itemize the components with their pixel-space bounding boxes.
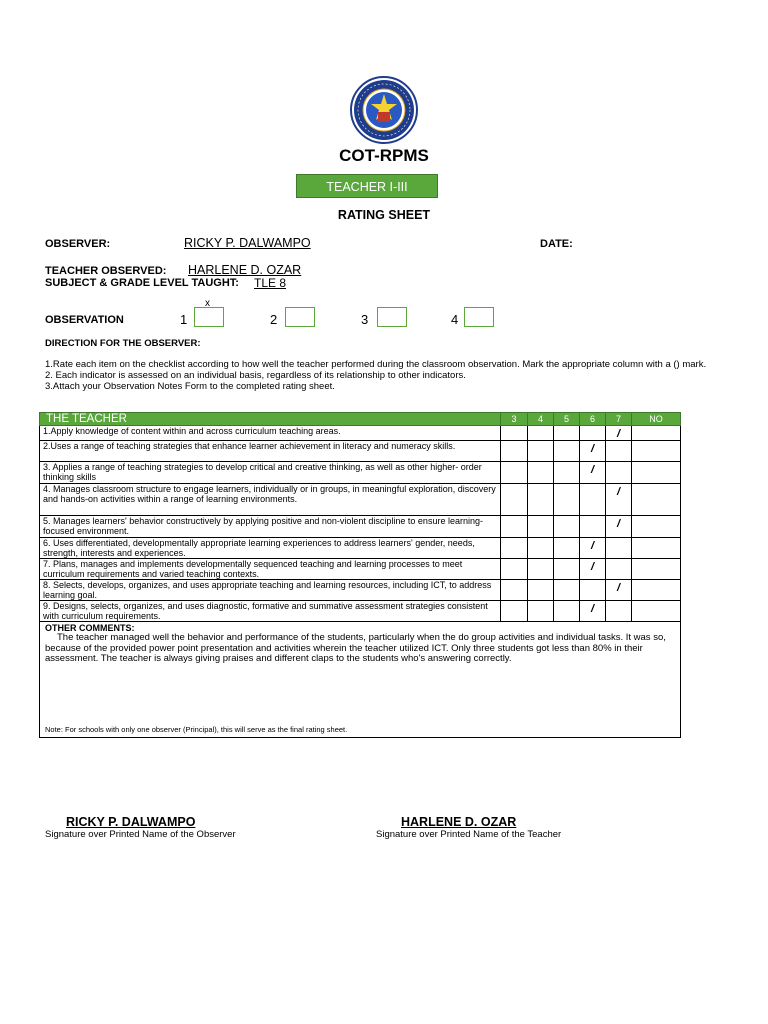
rating-cell-4[interactable] <box>528 516 554 538</box>
rating-check-mark: / <box>590 443 595 455</box>
rating-check-mark: / <box>590 603 595 615</box>
indicator-row <box>40 462 681 484</box>
rating-cell-3[interactable] <box>501 516 528 538</box>
indicator-row <box>40 441 681 462</box>
comments-heading: OTHER COMMENTS: <box>45 623 135 633</box>
rating-cell-7[interactable] <box>606 580 632 601</box>
indicator-text: 1.Apply knowledge of content within and across curriculum teaching areas. <box>40 426 501 441</box>
indicator-row <box>40 538 681 559</box>
teacher-signature-name: HARLENE D. OZAR <box>401 815 517 829</box>
rating-cell-6[interactable] <box>580 559 606 580</box>
rating-cell-3[interactable] <box>501 559 528 580</box>
observer-label: OBSERVER: <box>45 238 111 250</box>
observation-number-1: 1 <box>180 312 188 327</box>
rating-cell-7[interactable] <box>606 601 632 622</box>
teacher-observed-name: HARLENE D. OZAR <box>188 263 302 277</box>
rating-cell-6[interactable] <box>580 538 606 559</box>
rating-cell-no[interactable] <box>632 484 681 516</box>
deped-seal-logo <box>334 76 434 144</box>
observation-box-3[interactable] <box>377 307 407 327</box>
column-header-no: NO <box>632 413 681 426</box>
rating-check-mark: / <box>590 561 595 573</box>
rating-cell-no[interactable] <box>632 516 681 538</box>
column-header-3: 3 <box>501 413 528 426</box>
rating-check-mark: / <box>590 540 595 552</box>
teacher-level-badge: TEACHER I-III <box>296 174 438 198</box>
rating-cell-4[interactable] <box>528 601 554 622</box>
rating-cell-7[interactable] <box>606 484 632 516</box>
rating-cell-6[interactable] <box>580 484 606 516</box>
subject-grade-label: SUBJECT & GRADE LEVEL TAUGHT: <box>45 277 239 289</box>
rating-cell-no[interactable] <box>632 441 681 462</box>
indicator-row <box>40 580 681 601</box>
observer-signature-caption: Signature over Printed Name of the Observer <box>45 829 236 840</box>
final-sheet-note: Note: For schools with only one observer (Principal), this will serve as the final rating sheet. <box>45 725 348 734</box>
observation-check-mark: x <box>205 298 210 309</box>
subject-grade-value: TLE 8 <box>254 276 287 290</box>
rating-table-header <box>40 413 681 426</box>
rating-cell-6[interactable] <box>580 601 606 622</box>
observation-number-2: 2 <box>270 312 278 327</box>
observation-number-3: 3 <box>361 312 369 327</box>
rating-cell-6[interactable] <box>580 441 606 462</box>
indicator-row <box>40 516 681 538</box>
rating-cell-5[interactable] <box>554 484 580 516</box>
rating-cell-4[interactable] <box>528 462 554 484</box>
rating-cell-no[interactable] <box>632 426 681 441</box>
rating-cell-no[interactable] <box>632 462 681 484</box>
indicator-row <box>40 601 681 622</box>
indicator-text: 8. Selects, develops, organizes, and uses appropriate teaching and learning resources, including ICT, to address learning goal. <box>40 580 501 601</box>
rating-cell-3[interactable] <box>501 441 528 462</box>
column-header-6: 6 <box>580 413 606 426</box>
indicator-row <box>40 559 681 580</box>
rating-cell-5[interactable] <box>554 601 580 622</box>
rating-cell-4[interactable] <box>528 559 554 580</box>
rating-cell-6[interactable] <box>580 426 606 441</box>
rating-cell-5[interactable] <box>554 441 580 462</box>
indicator-text: 3. Applies a range of teaching strategies to develop critical and creative thinking, as well as other higher- order thinking skills <box>40 462 501 484</box>
observer-signature-name: RICKY P. DALWAMPO <box>66 815 196 829</box>
rating-cell-7[interactable] <box>606 516 632 538</box>
rating-check-mark: / <box>616 518 621 530</box>
column-header-7: 7 <box>606 413 632 426</box>
indicator-text: 7. Plans, manages and implements developmentally sequenced teaching and learning processes to meet curriculum requirements and varied teaching contexts. <box>40 559 501 580</box>
indicator-row <box>40 484 681 516</box>
rating-cell-5[interactable] <box>554 559 580 580</box>
comments-row <box>40 622 681 738</box>
rating-cell-5[interactable] <box>554 580 580 601</box>
rating-cell-7[interactable] <box>606 426 632 441</box>
indicator-text: 9. Designs, selects, organizes, and uses diagnostic, formative and summative assessment strategies consistent with curriculum requirements. <box>40 601 501 622</box>
rating-cell-3[interactable] <box>501 484 528 516</box>
rating-cell-3[interactable] <box>501 601 528 622</box>
document-title: COT-RPMS <box>339 146 429 165</box>
indicator-text: 4. Manages classroom structure to engage learners, individually or in groups, in meaningful exploration, discovery and hands-on activities within a range of learning environments. <box>40 484 501 516</box>
rating-check-mark: / <box>616 486 621 498</box>
directions-list <box>45 359 735 392</box>
teacher-signature-caption: Signature over Printed Name of the Teacher <box>376 829 562 840</box>
observer-name: RICKY P. DALWAMPO <box>184 236 311 250</box>
teacher-column-header: THE TEACHER <box>40 413 501 426</box>
direction-item: 2. Each indicator is assessed on an individual basis, regardless of its relationship to other indicators. <box>45 370 466 381</box>
observation-number-4: 4 <box>451 312 459 327</box>
rating-cell-4[interactable] <box>528 441 554 462</box>
rating-cell-7[interactable] <box>606 559 632 580</box>
rating-cell-5[interactable] <box>554 516 580 538</box>
rating-cell-4[interactable] <box>528 580 554 601</box>
date-label: DATE: <box>540 238 573 250</box>
rating-cell-3[interactable] <box>501 538 528 559</box>
rating-cell-7[interactable] <box>606 538 632 559</box>
column-header-5: 5 <box>554 413 580 426</box>
direction-item: 1.Rate each item on the checklist according to how well the teacher performed during the classroom observation. Mark the appropriate column with a () mark. <box>45 359 707 370</box>
indicator-text: 5. Manages learners' behavior constructively by applying positive and non-violent discipline to ensure learning-focused environment. <box>40 516 501 538</box>
direction-item: 3.Attach your Observation Notes Form to the completed rating sheet. <box>45 381 335 392</box>
rating-cell-4[interactable] <box>528 484 554 516</box>
observation-box-2[interactable] <box>285 307 315 327</box>
rating-cell-no[interactable] <box>632 538 681 559</box>
comments-cell <box>40 622 681 738</box>
rating-check-mark: / <box>590 464 595 476</box>
observation-box-1[interactable] <box>194 307 224 327</box>
indicator-text: 2.Uses a range of teaching strategies that enhance learner achievement in literacy and numeracy skills. <box>40 441 501 462</box>
rating-cell-7[interactable] <box>606 462 632 484</box>
rating-cell-no[interactable] <box>632 559 681 580</box>
rating-cell-4[interactable] <box>528 426 554 441</box>
rating-cell-6[interactable] <box>580 516 606 538</box>
rating-cell-3[interactable] <box>501 426 528 441</box>
rating-cell-6[interactable] <box>580 462 606 484</box>
rating-check-mark: / <box>616 428 621 440</box>
rating-cell-3[interactable] <box>501 462 528 484</box>
rating-cell-4[interactable] <box>528 538 554 559</box>
observation-box-4[interactable] <box>464 307 494 327</box>
rating-cell-5[interactable] <box>554 538 580 559</box>
rating-table <box>39 412 681 738</box>
rating-cell-5[interactable] <box>554 426 580 441</box>
rating-cell-7[interactable] <box>606 441 632 462</box>
rating-cell-no[interactable] <box>632 601 681 622</box>
rating-cell-3[interactable] <box>501 580 528 601</box>
indicator-row <box>40 426 681 441</box>
teacher-observed-label: TEACHER OBSERVED: <box>45 265 167 277</box>
comments-text: The teacher managed well the behavior and performance of the students, particularly when the do group activities and individual tasks. It was so, because of the provided power point presentation and activities wherein the teacher utilized ICT. Only three students got less than 80% in their assessment. The teacher is always giving praises and different claps to the students who's answering correctly. <box>45 632 666 664</box>
observation-label: OBSERVATION <box>45 314 124 326</box>
rating-cell-5[interactable] <box>554 462 580 484</box>
rating-check-mark: / <box>616 582 621 594</box>
column-header-4: 4 <box>528 413 554 426</box>
directions-heading: DIRECTION FOR THE OBSERVER: <box>45 338 201 349</box>
rating-cell-no[interactable] <box>632 580 681 601</box>
rating-cell-6[interactable] <box>580 580 606 601</box>
indicator-text: 6. Uses differentiated, developmentally appropriate learning experiences to address learners' gender, needs, strength, interests and experiences. <box>40 538 501 559</box>
rating-sheet-heading: RATING SHEET <box>337 208 431 222</box>
